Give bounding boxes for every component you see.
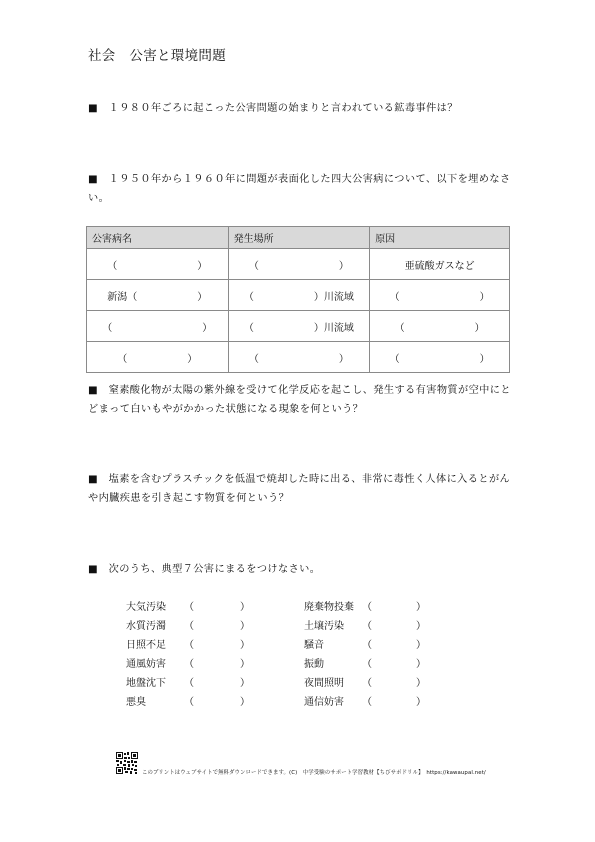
table-cell[interactable]: （ ）川流域 [228, 280, 370, 311]
paren-open: （ [362, 602, 372, 613]
list-item-label: 振動 [304, 659, 324, 670]
paren-open: （ [362, 659, 372, 670]
paren-open: （ [362, 678, 372, 689]
paren-open: （ [184, 678, 194, 689]
list-item-label: 夜間照明 [304, 678, 344, 689]
table-header-row [87, 227, 510, 249]
question-4-line-1: ■ 塩素を含むプラスチックを低温で焼却した時に出る、非常に毒性く人体に入るとがん [88, 474, 511, 485]
pollution-list-left [126, 598, 266, 708]
paren-open: （ [184, 640, 194, 651]
question-3-line-2: どまって白いもやがかかった状態になる現象を何という？ [88, 404, 364, 415]
list-item-label: 地盤沈下 [126, 678, 166, 689]
question-1 [88, 99, 528, 118]
list-item[interactable] [304, 617, 444, 631]
list-item[interactable] [304, 636, 444, 650]
list-item-label: 大気汚染 [126, 602, 166, 613]
question-2 [88, 170, 528, 208]
table-cell[interactable]: （ ） [87, 311, 229, 342]
list-item[interactable] [126, 598, 266, 612]
pollution-list-right [304, 598, 444, 708]
list-item-label: 水質汚濁 [126, 621, 166, 632]
list-item[interactable] [304, 655, 444, 669]
table-row [87, 311, 510, 342]
paren-open: （ [362, 640, 372, 651]
paren-close: ） [416, 621, 426, 632]
paren-close: ） [240, 621, 250, 632]
paren-close: ） [240, 678, 250, 689]
table-row [87, 249, 510, 280]
list-item-label: 悪臭 [126, 697, 146, 708]
list-item-label: 通風妨害 [126, 659, 166, 670]
list-item[interactable] [126, 636, 266, 650]
table-cell[interactable]: （ ）川流域 [228, 311, 370, 342]
list-item-label: 騒音 [304, 640, 324, 651]
paren-open: （ [184, 602, 194, 613]
paren-close: ） [416, 697, 426, 708]
page-title: 社会 公害と環境問題 [88, 48, 226, 64]
pollution-disease-table [86, 226, 510, 373]
question-1-text: ■ １９８０年ごろに起こった公害問題の始まりと言われている鉱毒事件は？ [88, 103, 458, 114]
table-row [87, 342, 510, 373]
paren-close: ） [240, 697, 250, 708]
table-cell[interactable]: （ ） [87, 342, 229, 373]
table-cell[interactable]: （ ） [370, 280, 510, 311]
question-5 [88, 560, 528, 579]
question-4-line-2: や内臓疾患を引き起こす物質を何という？ [88, 493, 290, 504]
question-2-line-2: い。 [88, 193, 110, 204]
question-3-line-1: ■ 窒素酸化物が太陽の紫外線を受けて化学反応を起こし、発生する有害物質が空中にと [88, 385, 511, 396]
list-item-label: 廃棄物投棄 [304, 602, 354, 613]
list-item-label: 土壌汚染 [304, 621, 344, 632]
question-3 [88, 381, 528, 419]
table-cell[interactable]: （ ） [228, 249, 370, 280]
paren-close: ） [416, 659, 426, 670]
paren-close: ） [240, 659, 250, 670]
paren-close: ） [416, 678, 426, 689]
list-item[interactable] [304, 693, 444, 707]
table-cell[interactable]: 新潟（ ） [87, 280, 229, 311]
paren-close: ） [240, 640, 250, 651]
paren-open: （ [362, 697, 372, 708]
paren-open: （ [184, 659, 194, 670]
table-cell[interactable]: （ ） [228, 342, 370, 373]
table-header-cause: 原因 [370, 227, 510, 249]
table-cell[interactable]: （ ） [87, 249, 229, 280]
footer-text: このプリントはウェブサイトで無料ダウンロードできます。(C) 中学受験のサポート学習教材【ちびサポドリル】 https://kawaupal.net/ [142, 770, 486, 776]
paren-close: ） [416, 602, 426, 613]
table-cell[interactable]: （ ） [370, 311, 510, 342]
paren-open: （ [184, 697, 194, 708]
table-header-disease: 公害病名 [87, 227, 229, 249]
list-item[interactable] [304, 598, 444, 612]
table-header-location: 発生場所 [228, 227, 370, 249]
table-cell: 亜硫酸ガスなど [370, 249, 510, 280]
question-5-text: ■ 次のうち、典型７公害にまるをつけなさい。 [88, 564, 321, 575]
table-cell[interactable]: （ ） [370, 342, 510, 373]
list-item[interactable] [126, 693, 266, 707]
list-item[interactable] [126, 674, 266, 688]
list-item[interactable] [304, 674, 444, 688]
table-row [87, 280, 510, 311]
question-2-line-1: ■ １９５０年から１９６０年に問題が表面化した四大公害病について、以下を埋めなさ [88, 174, 511, 185]
list-item-label: 日照不足 [126, 640, 166, 651]
paren-close: ） [240, 602, 250, 613]
paren-close: ） [416, 640, 426, 651]
list-item-label: 通信妨害 [304, 697, 344, 708]
list-item[interactable] [126, 655, 266, 669]
list-item[interactable] [126, 617, 266, 631]
question-4 [88, 470, 528, 508]
qr-code-icon[interactable] [116, 752, 138, 774]
paren-open: （ [362, 621, 372, 632]
paren-open: （ [184, 621, 194, 632]
